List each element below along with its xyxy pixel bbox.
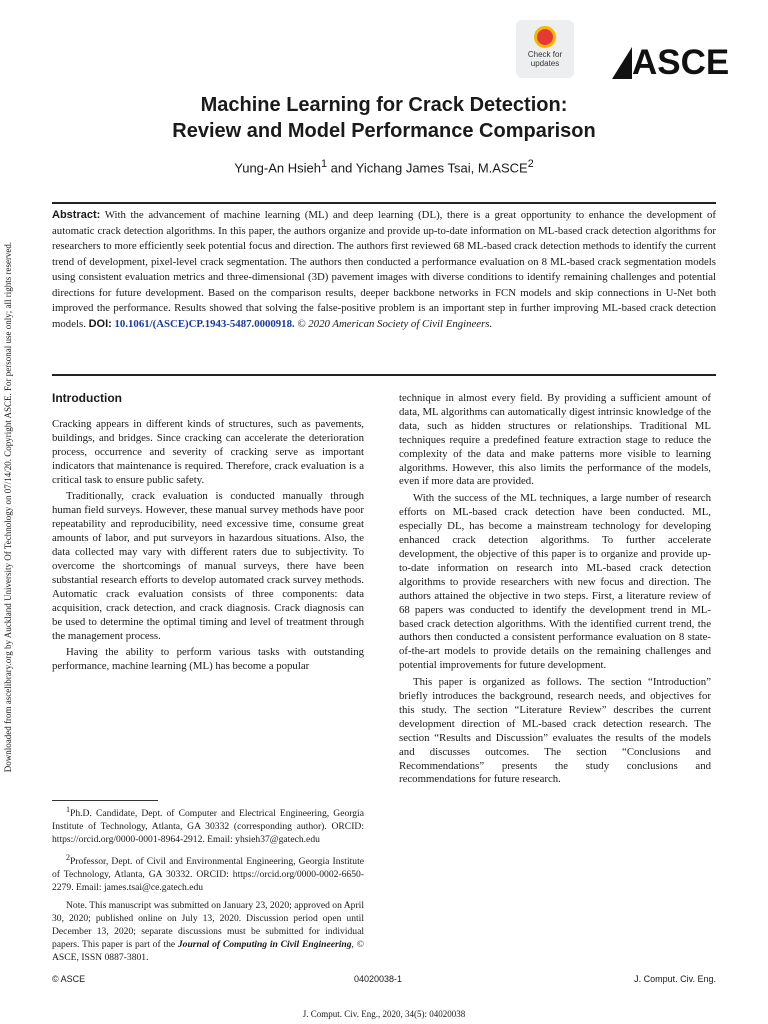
footnotes — [52, 803, 364, 969]
intro-paragraph-2: Traditionally, crack evaluation is conducted manually through human field surveys. However, these manual survey methods have poor repeatability and reproducibility, need excessive time, consume great amounts of labor, and put surveyors in hazardous situations. Also, the data collected may vary with different raters due to subjectivity. To overcome the shortcomings of manual surveys, there have been substantial research efforts to develop automated crack survey methods. Automatic crack evaluation consists of three components: data acquisition, crack detection, and crack diagnosis. Crack diagnosis can be used to determine the optimal timing and level of treatment through the management process. — [52, 490, 364, 642]
footnote-rule — [52, 800, 158, 801]
badge-line2: updates — [530, 59, 560, 68]
abstract-copyright: © 2020 American Society of Civil Engineers. — [294, 317, 493, 330]
author-2-sup: 2 — [527, 158, 534, 170]
abstract — [52, 208, 716, 332]
title-line-1: Machine Learning for Crack Detection: — [200, 94, 568, 116]
abstract-top-rule — [52, 202, 716, 204]
footer-journal: J. Comput. Civ. Eng. — [634, 974, 716, 984]
paper-title — [52, 92, 716, 144]
check-for-updates-badge[interactable] — [516, 20, 574, 78]
footnote-1 — [52, 803, 364, 846]
doi-link[interactable]: 10.1061/(ASCE)CP.1943-5487.0000918. — [114, 317, 295, 330]
asce-logo-text: ASCE — [632, 43, 730, 82]
doi-label: DOI: — [88, 317, 112, 330]
section-heading-introduction: Introduction — [52, 391, 122, 405]
right-paragraph-3: This paper is organized as follows. The section “Introduction” briefly introduces the background, research needs, and objectives for this study. The section “Literature Review” describes the current development direction of ML-based crack detection research. The section “Results and Discussion” evaluates the results of the models and discusses outcomes. The section “Conclusions and Recommendations” presents the study conclusions and recommendations for future research. — [399, 676, 711, 786]
intro-paragraph-3: Having the ability to perform various tasks with outstanding performance, machine learning (ML) has become a popular — [52, 646, 364, 673]
issn-text: , © ASCE, ISSN 0887-3801. — [52, 939, 364, 964]
bottom-citation: J. Comput. Civ. Eng., 2020, 34(5): 04020038 — [302, 1009, 466, 1019]
download-sidebar-note: Downloaded from ascelibrary.org by Auckland University Of Technology on 07/14/20. Copyright ASCE. For personal use only; all rights reserved. — [3, 241, 13, 773]
author-line — [52, 158, 716, 175]
author-2: Yichang James Tsai, M.ASCE — [355, 160, 528, 176]
badge-line1: Check for — [527, 50, 563, 59]
footnote-1-text: Ph.D. Candidate, Dept. of Computer and Electrical Engineering, Georgia Institute of Technology, Atlanta, GA 30332 (corresponding author). ORCID: https://orcid.org/0000-0001-8964-2912. Email: yhsieh37@gatech.edu — [52, 808, 364, 846]
footer-page-id: 04020038-1 — [354, 974, 403, 984]
footnote-2-text: Professor, Dept. of Civil and Environmental Engineering, Georgia Institute of Technology, Atlanta, GA 30332. ORCID: https://orcid.org/0000-0002-6650-2279. Email: james.tsai@ce.gatech.edu — [52, 856, 364, 894]
abstract-label: Abstract: — [52, 209, 101, 221]
footer-copyright: © ASCE — [52, 974, 86, 984]
right-column — [399, 392, 711, 790]
author-1: Yung-An Hsieh — [234, 160, 321, 176]
footnote-2 — [52, 851, 364, 894]
asce-logo — [612, 43, 729, 83]
submission-note — [52, 899, 364, 964]
abstract-bottom-rule — [52, 374, 716, 376]
footnote-2-sup: 2 — [66, 853, 70, 863]
right-paragraph-2: With the success of the ML techniques, a large number of research efforts on ML-based crack detection have been conducted. ML, especially DL, has become a mainstream technology for developing enhanced crack detection algorithms. To further accelerate development, the objective of this paper is to organize and provide up-to-date information on research into ML-based crack detection algorithms to provide researchers with new focus and direction. The authors attained the objective in two steps. First, a literature review of 68 papers was conducted to identify the development trend in ML-based crack detection algorithms. With the identified current trend, the authors then conducted a consistent performance evaluation on 8 state-of-the-art models to provide details on the remaining challenges and potential improvements for future development. — [399, 492, 711, 672]
abstract-text: With the advancement of machine learning (ML) and deep learning (DL), there is a great opportunity to enhance the development of automatic crack detection algorithms. In this paper, the authors organize and provide up-to-date information on ML-based crack detection algorithms for researchers to more efficiently seek potential focus and direction. The authors first reviewed 68 ML-based crack detection methods to identify the current trend of development, pixel-level crack segmentation. The authors then conducted a performance evaluation on 8 ML-based crack segmentation models using consistent evaluation metrics and three-dimensional (3D) pavement images with diverse conditions to identify remaining challenges and potential directions for future development. Based on the comparison results, deeper backbone networks in FCN models and skip connections in U-Net both improved the performance. Results showed that solving the false-positive problem is an important step in further improving ML-based crack detection models. — [52, 209, 716, 330]
footnote-1-sup: 1 — [66, 805, 70, 814]
right-paragraph-1: technique in almost every field. By providing a sufficient amount of data, ML algorithms can automatically digest intrinsic knowledge of the data, such as hidden structures or relationships. Traditional ML techniques require a predefined feature extraction stage to reduce the complexity of the data and make patterns more visible to learning algorithms. However, this also limits the performance of the models, even if more data are provided. — [399, 392, 711, 488]
check-for-updates-icon — [534, 26, 556, 48]
journal-name: Journal of Computing in Civil Engineering — [177, 939, 352, 951]
left-column — [52, 392, 364, 677]
note-text: Note. This manuscript was submitted on January 23, 2020; approved on April 30, 2020; published online on July 13, 2020. Discussion period open until December 13, 2020; separate discussions must be submitted for individual papers. This paper is part of the — [52, 900, 364, 951]
author-1-sup: 1 — [321, 158, 328, 170]
intro-paragraph-1: Cracking appears in different kinds of structures, such as pavements, buildings, and bridges. Since cracking can accelerate the deterioration process, occurrence and severity of cracking serve as important indicators that maintenance is required. Therefore, crack evaluation is a critical task to ensure public safety. — [52, 417, 364, 486]
title-line-2: Review and Model Performance Comparison — [172, 120, 596, 142]
author-and: and — [327, 160, 356, 176]
asce-logo-mark — [612, 47, 632, 79]
